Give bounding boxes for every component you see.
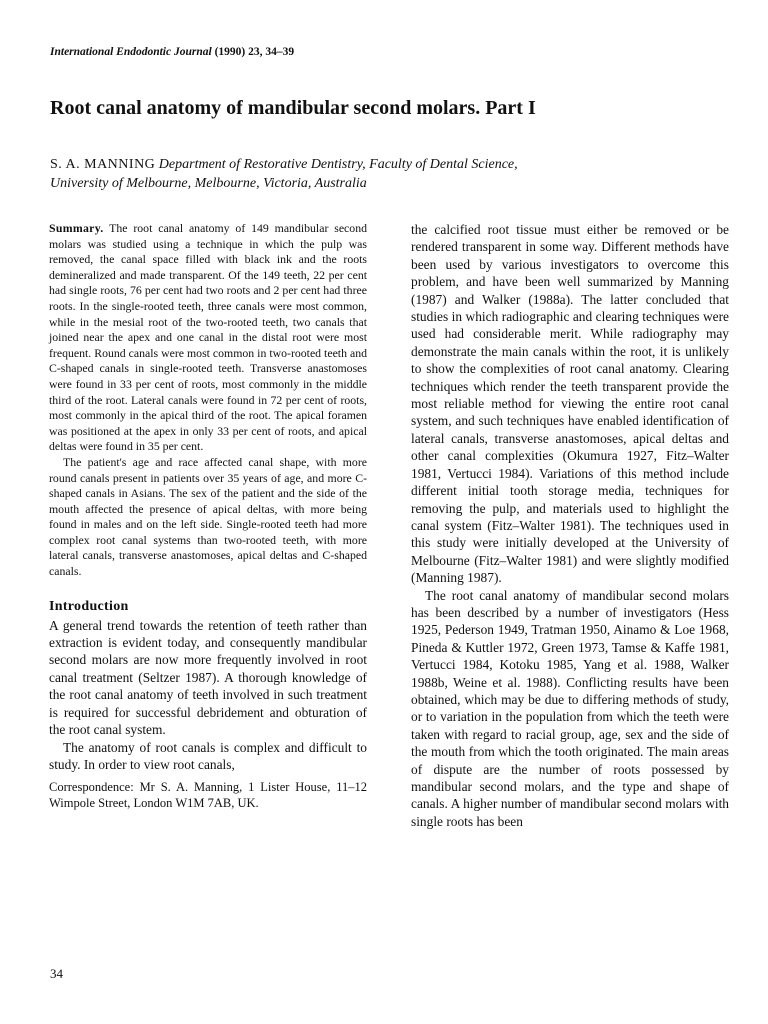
author-name: S. A. MANNING [50, 157, 156, 172]
article-title: Root canal anatomy of mandibular second molars. Part I [50, 97, 536, 119]
summary-text-1: The root canal anatomy of 149 mandibular second molars was studied using a technique in which the pulp was removed, the canal space filled with black ink and the roots demineralized and made transparent. Of the 149 teeth, 22 per cent had single roots, 76 per cent had two roots and 2 per cent had three roots. In the single-rooted teeth, three canals were most common, while in the mesial root of the two-rooted teeth, two canals that joined near the apex and one canal in the distal root were most frequent. Round canals were most common in two-rooted teeth and C-shaped canals in single-rooted teeth. Transverse anastomoses were found in 33 per cent of roots, most commonly in the middle third of the root. Lateral canals were found in 72 per cent of roots, most commonly in the apical third of the root. The apical foramen was positioned at the apex in only 33 per cent of roots, and apical deltas were found in 35 per cent. [49, 221, 367, 454]
introduction-paragraph-1: A general trend towards the retention of teeth rather than extraction is evident today, and consequently mandibular second molars are now more frequently involved in root canal treatment (Seltzer 1987). A thorough knowledge of the root canal anatomy of teeth involved in such treatment is required for successful debridement and obturation of the root canal system. [49, 617, 367, 738]
author-block [50, 155, 740, 193]
page-number: 34 [50, 966, 63, 981]
right-column-text [411, 221, 729, 830]
correspondence-note: Correspondence: Mr S. A. Manning, 1 Lister House, 11–12 Wimpole Street, London W1M 7AB, UK. [49, 780, 367, 811]
summary-paragraph-2: The patient's age and race affected canal shape, with more round canals present in patients over 35 years of age, and more C-shaped canals in Asians. The sex of the patient and the side of the mouth affected the presence of apical deltas, with more being found in males and on the left side. Single-rooted teeth had more complex root canal systems than two-rooted teeth, with more lateral canals, transverse anastomoses, apical deltas and C-shaped canals. [49, 454, 367, 579]
summary-label: Summary. [49, 221, 104, 235]
journal-name: International Endodontic Journal [50, 46, 212, 58]
left-column [49, 221, 367, 811]
right-paragraph-1: the calcified root tissue must either be removed or be rendered transparent in some way. Different methods have been used by various investigators to overcome this problem, and have been well summarized by Manning (1987) and Walker (1988a). The latter concluded that studies in which radiographic and clearing techniques were used had considerable merit. While radiography may demonstrate the main canals within the root, it is unlikely to show the complexities of root canal anatomy. Clearing techniques which render the teeth transparent provide the most reliable method for viewing the entire root canal system, and such techniques have enabled identification of lateral canals, transverse anastomoses, apical deltas and other canal complexities (Okumura 1927, Fitz–Walter 1981, Vertucci 1984). Variations of this method include different initial tooth storage media, techniques for removing the pulp, and materials used to highlight the canal system (Fitz–Walter 1981). The techniques used in this study were initially developed at the University of Melbourne (Fitz–Walter 1981) and were slightly modified (Manning 1987). [411, 222, 729, 586]
summary-section [49, 221, 367, 580]
right-column [411, 221, 729, 830]
introduction-section [49, 617, 367, 774]
summary-paragraph-1 [49, 221, 367, 455]
affiliation-line-1: Department of Restorative Dentistry, Faculty of Dental Science, [155, 157, 518, 172]
affiliation-line-2: University of Melbourne, Melbourne, Victoria, Australia [50, 176, 367, 191]
journal-header [50, 46, 294, 58]
right-paragraph-2: The root canal anatomy of mandibular second molars has been described by a number of investigators (Hess 1925, Pederson 1949, Tratman 1950, Ainamo & Loe 1968, Pineda & Kuttler 1972, Green 1973, Tamse & Kaffe 1981, Vertucci 1984, Kotoku 1985, Yang et al. 1988, Walker 1988b, Weine et al. 1988). Conflicting results have been obtained, which may be due to differing methods of study, or to variation in the population from which the teeth were taken with regard to racial group, age, sex and the side of the mouth from which the tooth originated. The main areas of dispute are the number of roots possessed by mandibular second molars, and the type and shape of canals. A higher number of mandibular second molars with single roots has been [411, 587, 729, 829]
introduction-heading: Introduction [49, 598, 129, 614]
introduction-paragraph-2: The anatomy of root canals is complex and difficult to study. In order to view root canals, [49, 739, 367, 772]
journal-citation: (1990) 23, 34–39 [211, 46, 295, 58]
